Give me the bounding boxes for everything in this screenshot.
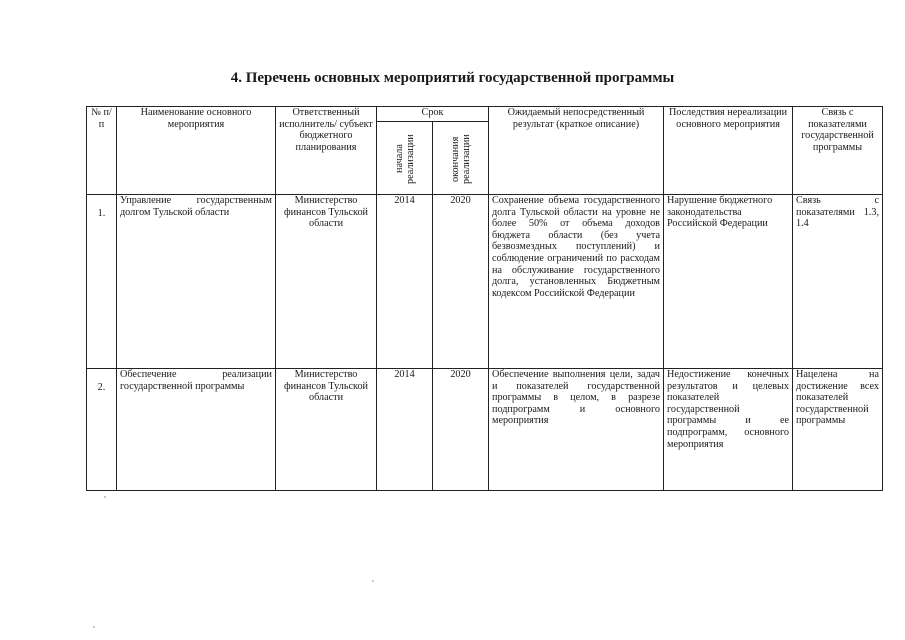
row-responsible: Министерство финансов Тульской области bbox=[276, 369, 377, 491]
row-num: 2. bbox=[87, 369, 117, 491]
row-name: Обеспечение реализации государственной программы bbox=[117, 369, 276, 491]
row-consequences: Недостижение конечных результатов и целевых показателей государственной программы и ее подпрограмм, основного мероприятия bbox=[664, 369, 793, 491]
row-start: 2014 bbox=[377, 195, 433, 369]
row-end: 2020 bbox=[433, 195, 489, 369]
table-row bbox=[87, 369, 883, 491]
header-term-end-label: окончания реализации bbox=[449, 134, 472, 184]
table-header-row bbox=[87, 107, 883, 122]
scan-speck bbox=[104, 496, 106, 498]
header-term-start-label: начала реализации bbox=[393, 134, 416, 184]
page-title: 4. Перечень основных мероприятий государственной программы bbox=[230, 70, 675, 86]
scan-speck bbox=[93, 626, 95, 628]
table-row bbox=[87, 195, 883, 369]
header-result: Ожидаемый непосредственный результат (краткое описание) bbox=[489, 107, 664, 195]
header-term-start bbox=[377, 122, 433, 195]
row-end: 2020 bbox=[433, 369, 489, 491]
row-name: Управление государственным долгом Тульской области bbox=[117, 195, 276, 369]
activities-table bbox=[86, 106, 883, 491]
row-start: 2014 bbox=[377, 369, 433, 491]
row-consequences: Нарушение бюджетного законодательства Российской Федерации bbox=[664, 195, 793, 369]
scan-speck bbox=[372, 580, 374, 582]
row-responsible: Министерство финансов Тульской области bbox=[276, 195, 377, 369]
header-term-end bbox=[433, 122, 489, 195]
row-result: Сохранение объема государственного долга Тульской области на уровне не более 50% от объема доходов бюджета области (без учета безвозмездных поступлений) и соблюдение ограничений по расходам на обслуживание государственного долга, установленных Бюджетным кодексом Российской Федерации bbox=[489, 195, 664, 369]
row-link: Связь с показателями 1.3, 1.4 bbox=[793, 195, 883, 369]
header-responsible: Ответственный исполнитель/ субъект бюджетного планирования bbox=[276, 107, 377, 195]
row-link: Нацелена на достижение всех показателей государственной программы bbox=[793, 369, 883, 491]
header-num: № п/п bbox=[87, 107, 117, 195]
row-result: Обеспечение выполнения цели, задач и показателей государственной программы в целом, в разрезе подпрограмм и основного мероприятия bbox=[489, 369, 664, 491]
header-term: Срок bbox=[377, 107, 489, 122]
header-link: Связь с показателями государственной программы bbox=[793, 107, 883, 195]
row-num: 1. bbox=[87, 195, 117, 369]
header-consequences: Последствия нереализации основного мероприятия bbox=[664, 107, 793, 195]
header-name: Наименование основного мероприятия bbox=[117, 107, 276, 195]
